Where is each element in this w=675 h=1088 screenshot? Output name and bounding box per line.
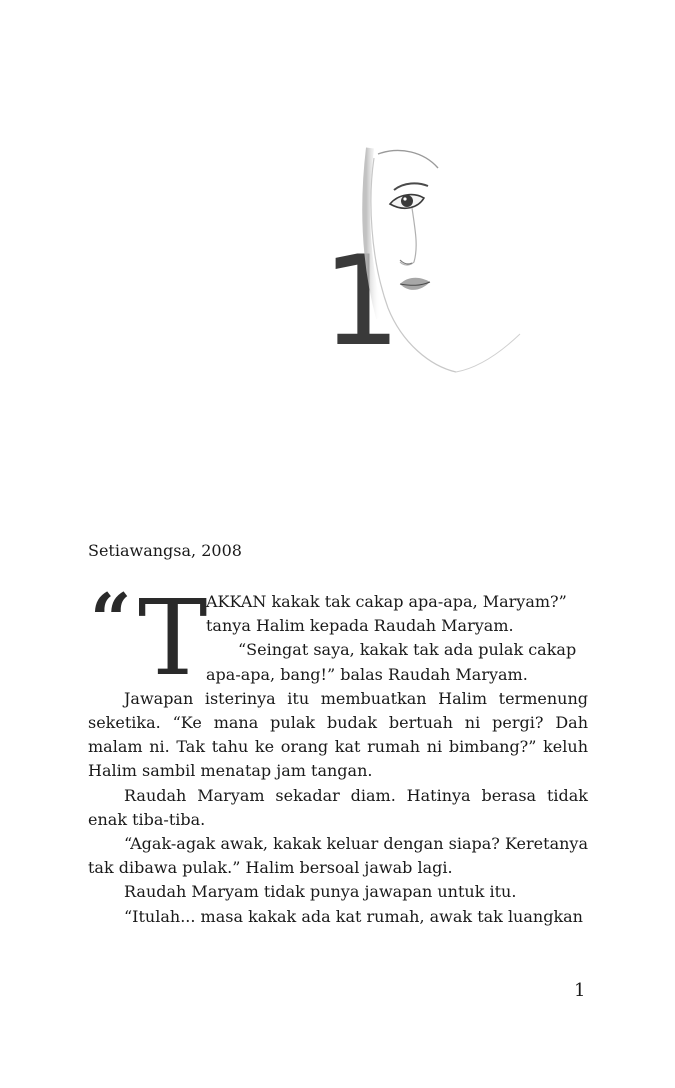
paragraph: “Itulah... masa kakak ada kat rumah, awak tak luangkan bbox=[124, 906, 583, 926]
paragraph: Raudah Maryam sekadar diam. Hatinya berasa tidak enak tiba-tiba. bbox=[88, 785, 588, 829]
opening-line: apa-apa, bang!” balas Raudah Maryam. bbox=[206, 664, 528, 684]
opening-quote-mark: “ bbox=[90, 577, 132, 662]
opening-lines bbox=[206, 590, 588, 687]
paragraph: “Agak-agak awak, kakak keluar dengan siapa? Keretanya tak dibawa pulak.” Halim bersoal jawab lagi. bbox=[88, 834, 588, 878]
drop-cap-letter: T bbox=[138, 577, 208, 699]
chapter-number: 1 bbox=[322, 230, 397, 374]
opening-line: tanya Halim kepada Raudah Maryam. bbox=[206, 616, 514, 636]
opening-line: “Seingat saya, kakak tak ada pulak cakap bbox=[238, 640, 577, 660]
opening-paragraph bbox=[88, 577, 588, 699]
opening-line: AKKAN kakak tak cakap apa-apa, Maryam?” bbox=[206, 592, 567, 611]
woman-face-illustration bbox=[360, 138, 540, 378]
paragraph: Raudah Maryam tidak punya jawapan untuk itu. bbox=[124, 882, 517, 902]
place-date-heading: Setiawangsa, 2008 bbox=[88, 541, 242, 560]
paragraph: Jawapan isterinya itu membuatkan Halim termenung seketika. “Ke mana pulak budak bertuah ni pergi? Dah malam ni. Tak tahu ke orang kat rumah ni bimbang?” keluh Halim sambil menatap jam tangan. bbox=[88, 688, 588, 781]
chapter-text bbox=[88, 577, 588, 929]
page-number: 1 bbox=[574, 980, 586, 1001]
